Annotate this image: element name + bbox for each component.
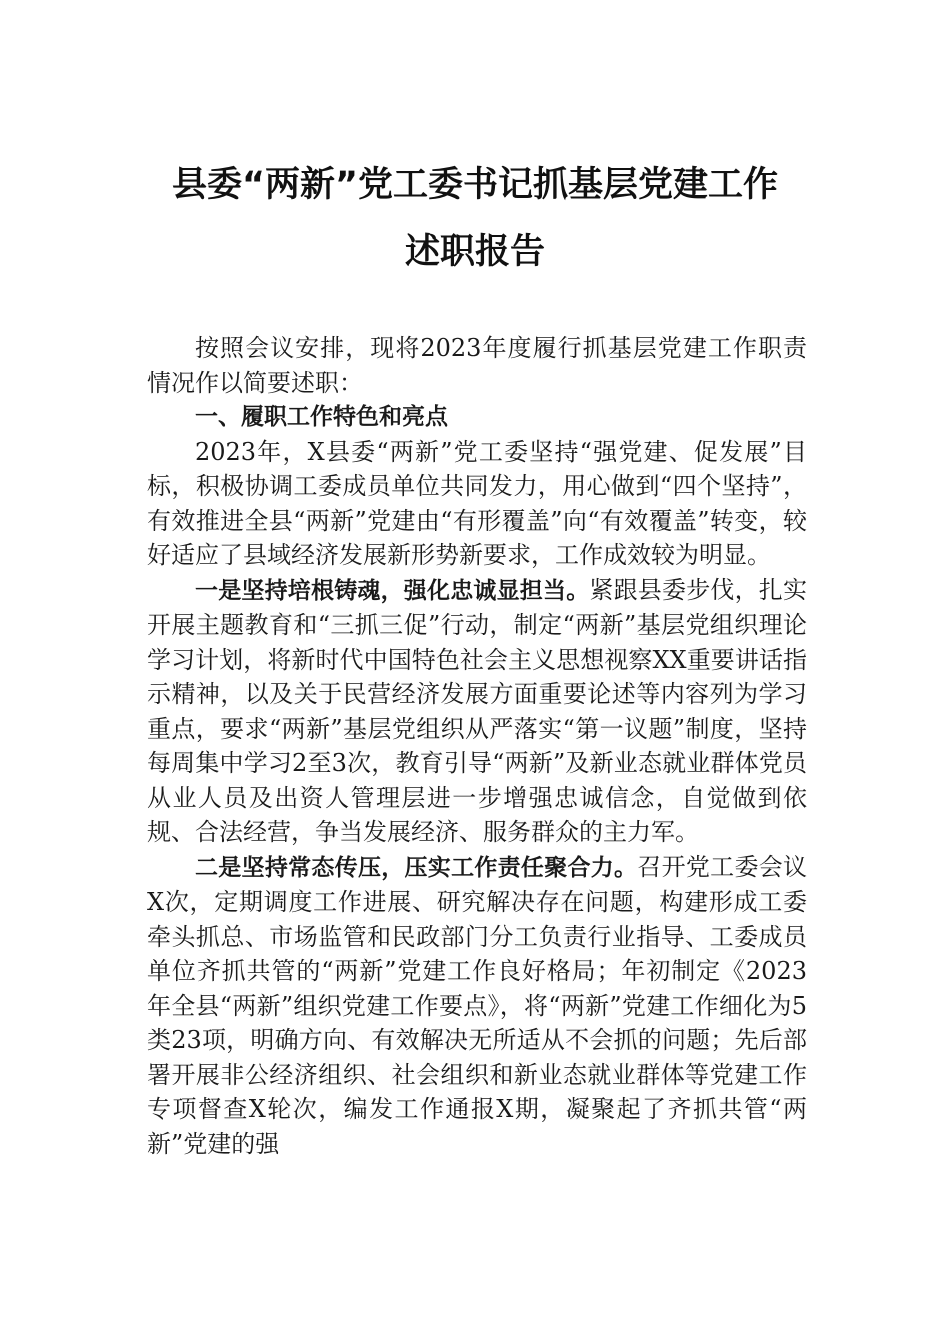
document-title-line-1: 县委“两新”党工委书记抓基层党建工作 [171, 165, 778, 205]
intro-paragraph: 按照会议安排，现将2023年度履行抓基层党建工作职责情况作以简要述职： [147, 334, 807, 397]
point-two-paragraph [147, 850, 807, 1162]
point-one-text: 紧跟县委步伐，扎实开展主题教育和“三抓三促”行动，制定“两新”基层党组织理论学习计划，将新时代中国特色社会主义思想视察XX重要讲话指示精神，以及关于民营经济发展方面重要论述等内容列为学习重点，要求“两新”基层党组织从严落实“第一议题”制度，坚持每周集中学习2至3次，教育引导“两新”及新业态就业群体党员从业人员及出资人管理层进一步增强忠诚信念，自觉做到依规、合法经营，争当发展经济、服务群众的主力军。 [147, 575, 808, 846]
document-title-line-2: 述职报告 [404, 232, 545, 272]
point-two-text: 召开党工委会议X次，定期调度工作进展、研究解决存在问题，构建形成工委牵头抓总、市场监管和民政部门分工负责行业指导、工委成员单位齐抓共管的“两新”党建工作良好格局；年初制定《2023年全县“两新”组织党建工作要点》，将“两新”党建工作细化为5类23项，明确方向、有效解决无所适从不会抓的问题；先后部署开展非公经济组织、社会组织和新业态就业群体等党建工作专项督查X轮次，编发工作通报X期，凝聚起了齐抓共管“两新”党建的强 [147, 852, 808, 1158]
document-body [147, 331, 807, 1161]
section-heading: 一、履职工作特色和亮点 [195, 404, 448, 430]
point-one-lead: 一是坚持培根铸魂，强化忠诚显担当。 [195, 577, 590, 604]
point-two-lead: 二是坚持常态传压，压实工作责任聚合力。 [195, 854, 638, 881]
overview-paragraph: 2023年，X县委“两新”党工委坚持“强党建、促发展”目标，积极协调工委成员单位共同发力，用心做到“四个坚持”，有效推进全县“两新”党建由“有形覆盖”向“有效覆盖”转变，较好适应了县域经济发展新形势新要求，工作成效较为明显。 [147, 437, 807, 569]
point-one-paragraph [147, 573, 807, 850]
